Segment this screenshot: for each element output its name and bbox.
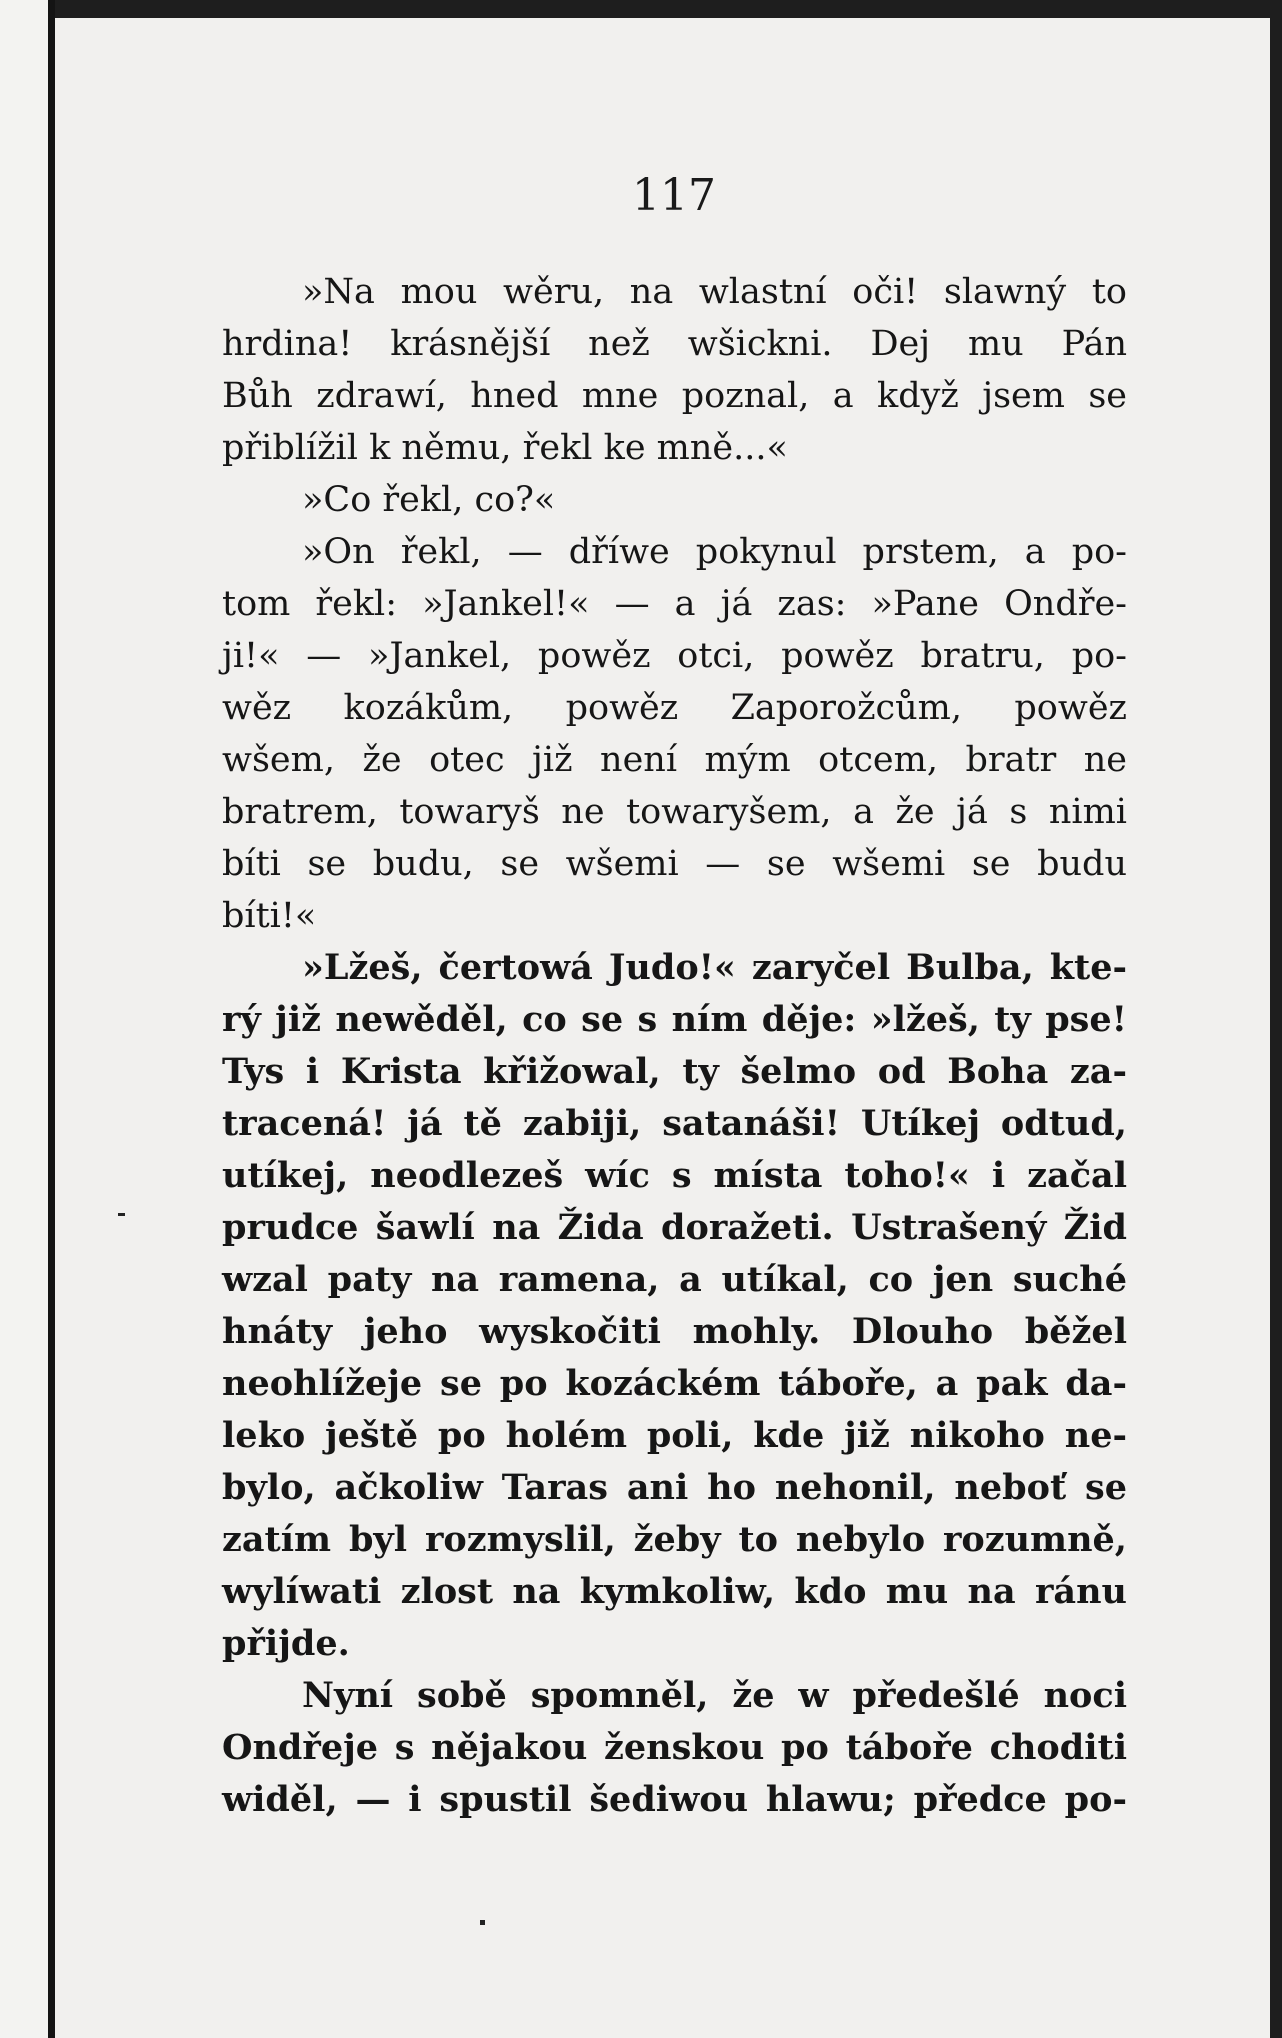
body-text — [222, 266, 1127, 1826]
text-line: přijde. — [222, 1623, 350, 1664]
text-line: leko ještě po holém poli, kde již nikoho ne- — [222, 1415, 1127, 1456]
text-line: prudce šawlí na Žida doražeti. Ustrašený Žid — [222, 1207, 1127, 1248]
print-speck — [118, 1213, 125, 1216]
text-line: Tys i Krista křižowal, ty šelmo od Boha za- — [222, 1051, 1127, 1092]
text-line: hnáty jeho wyskočiti mohly. Dlouho běžel — [222, 1311, 1127, 1352]
text-line: Ondřeje s nějakou ženskou po táboře choditi — [222, 1727, 1127, 1768]
text-line: bylo, ačkoliw Taras ani ho nehonil, neboť se — [222, 1467, 1127, 1508]
previous-page-edge — [0, 0, 52, 2038]
text-line: hrdina! krásnější než wšickni. Dej mu Pán — [222, 324, 1127, 364]
text-line: neohlížeje se po kozáckém táboře, a pak da- — [222, 1363, 1127, 1404]
text-line: Bůh zdrawí, hned mne poznal, a když jsem se — [222, 376, 1127, 416]
text-line: Nyní sobě spomněl, že w předešlé noci — [302, 1675, 1127, 1716]
text-line: wěz kozákům, powěz Zaporožcům, powěz — [222, 688, 1127, 728]
text-line: »Na mou wěru, na wlastní oči! slawný to — [302, 272, 1127, 312]
text-line: widěl, — i spustil šediwou hlawu; předce po- — [222, 1779, 1127, 1820]
print-speck — [480, 1920, 485, 1925]
text-line: bratrem, towaryš ne towaryšem, a že já s nimi — [222, 792, 1127, 832]
text-line: »Lžeš, čertowá Judo!« zaryčel Bulba, kte- — [302, 947, 1127, 988]
text-line: wylíwati zlost na kymkoliw, kdo mu na ránu — [222, 1571, 1127, 1612]
text-line: utíkej, neodlezeš wíc s místa toho!« i začal — [222, 1155, 1127, 1196]
binding-shadow — [48, 0, 55, 2038]
text-line: zatím byl rozmyslil, žeby to nebylo rozumně, — [222, 1519, 1127, 1560]
text-line: ji!« — »Jankel, powěz otci, powěz bratru, po- — [222, 636, 1127, 676]
text-line: bíti!« — [222, 896, 317, 936]
book-page — [55, 18, 1270, 2038]
text-line: tracená! já tě zabiji, satanáši! Utíkej odtud, — [222, 1103, 1127, 1144]
text-line: bíti se budu, se wšemi — se wšemi se budu — [222, 844, 1127, 884]
text-line: přiblížil k němu, řekl ke mně...« — [222, 428, 788, 468]
text-line: wzal paty na ramena, a utíkal, co jen suché — [222, 1259, 1127, 1300]
text-line: rý již newěděl, co se s ním děje: »lžeš, ty pse! — [222, 999, 1127, 1040]
text-line: »On řekl, — dříwe pokynul prstem, a po- — [302, 532, 1127, 572]
text-line: tom řekl: »Jankel!« — a já zas: »Pane Ondře- — [222, 584, 1127, 624]
text-line: »Co řekl, co?« — [302, 480, 556, 520]
page-number: 117 — [632, 170, 716, 221]
text-line: wšem, že otec již není mým otcem, bratr ne — [222, 740, 1127, 780]
